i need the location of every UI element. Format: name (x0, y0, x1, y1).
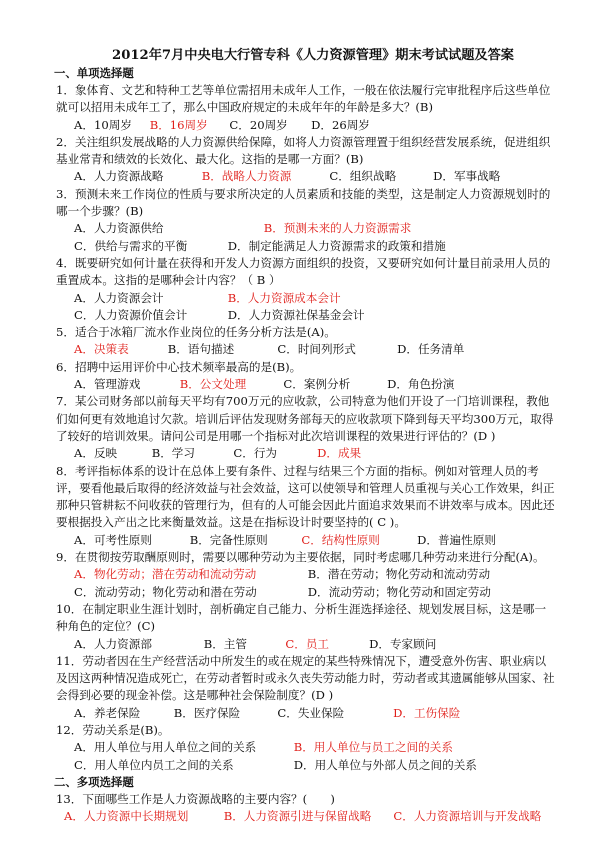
question-8 (56, 463, 556, 549)
option-row (56, 566, 556, 583)
question-text: 8．考评指标体系的设计在总体上要有条件、过程与结果三个方面的指标。例如对管理人员的考评，要看他最后取得的经济效益与社会效益，这可以使领导和管理人员重视与关心工作效果，纠正那种只管耕耘不问收获的管理行为，但有的人可能会因此片面追求效果而不讲效率与成本。因此还要根据投入产出之比来衡量效益。这是在指标设计时要坚持的( C )。 (56, 463, 555, 530)
question-1 (56, 82, 556, 134)
option-a: A．人力资源供给 (74, 221, 164, 236)
option-b: B．完备性原则 (189, 532, 268, 547)
option-row (56, 220, 556, 237)
option-d: D．工伤保险 (393, 705, 461, 720)
option-a: A．决策表 (74, 342, 129, 357)
option-b: B．语句描述 (167, 342, 235, 357)
option-b: B．潜在劳动；物化劳动和流动劳动 (307, 567, 491, 582)
option-c: C．人力资源培训与开发战略 (393, 809, 542, 824)
option-row (56, 307, 556, 324)
option-c: C．人力资源价值会计 (74, 307, 188, 322)
option-row (56, 636, 556, 653)
question-6 (56, 359, 556, 394)
option-b: B．主管 (203, 636, 247, 651)
option-row (56, 808, 556, 825)
option-c: C．失业保险 (277, 705, 345, 720)
option-d: D．军事战略 (433, 169, 501, 184)
question-text: 1．象体育、文艺和特种工艺等单位需招用未成年人工作，一般在依法履行完审批程序后这些单位就可以招用未成年工了，那么中国政府规定的未成年年的年龄是多大？(B) (56, 83, 551, 115)
option-d: D．角色扮演 (387, 377, 455, 392)
option-d: D．普遍性原则 (417, 532, 496, 547)
question-7 (56, 393, 556, 462)
option-row (56, 445, 556, 462)
option-c: C．20周岁 (229, 117, 288, 132)
option-a: A．物化劳动；潜在劳动和流动劳动 (74, 567, 257, 582)
option-c: C．供给与需求的平衡 (74, 238, 188, 253)
option-a: A．人力资源中长期规划 (64, 809, 189, 824)
question-9 (56, 549, 556, 601)
option-row (56, 532, 556, 549)
option-c: C．组织战略 (329, 169, 397, 184)
option-d: D．流动劳动；物化劳动和固定劳动 (307, 584, 491, 599)
option-a: A．养老保险 (74, 705, 141, 720)
option-c: C．员工 (285, 636, 330, 651)
section-heading-multiple-choice: 二、多项选择题 (54, 774, 134, 789)
option-a: A．可考性原则 (74, 532, 152, 547)
option-row (56, 290, 556, 307)
question-4 (56, 255, 556, 324)
option-b: B．战略人力资源 (201, 169, 292, 184)
question-text: 2．关注组织发展战略的人力资源供给保障，如将人力资源管理置于组织经营发展系统，促进组织基业常青和绩效的长效化、最大化。这指的是哪一方面？(B) (56, 134, 551, 167)
option-row (56, 341, 556, 358)
question-text: 7．某公司财务部以前每天平均有700万元的应收款，公司特意为他们开设了一门培训课程，教他们如何更有效地追讨欠款。培训后评估发现财务部每天的应收款项下降到每天平均300万元，取得了较好的培训效果。请问公司是用哪一个指标对此次培训课程的效果进行评估的？(D ) (56, 394, 554, 443)
question-5 (56, 324, 556, 359)
option-b: B．医疗保险 (173, 705, 241, 720)
option-c: C．行为 (233, 446, 278, 461)
option-d: D．26周岁 (311, 117, 370, 132)
question-text: 11．劳动者因在生产经营活动中所发生的或在规定的某些特殊情况下，遭受意外伤害、职业病以及因这两种情况造成死亡，在劳动者暂时或永久丧失劳动能力时，劳动者或其遗属能够从国家、社会得到必要的现金补偿。这是哪种社会保险制度？(D ) (56, 653, 555, 703)
question-text: 12．劳动关系是(B)。 (56, 722, 170, 737)
question-11 (56, 653, 556, 722)
option-row (56, 584, 556, 601)
question-text: 6．招聘中运用评价中心技术频率最高的是(B)。 (56, 359, 302, 374)
question-text: 5．适合于冰箱厂流水作业岗位的任务分析方法是(A)。 (56, 325, 336, 340)
option-a: A．管理游戏 (74, 377, 141, 392)
option-row (56, 757, 556, 774)
option-a: A．用人单位与用人单位之间的关系 (74, 740, 257, 755)
option-d: D．成果 (317, 446, 362, 461)
option-b: B．人力资源成本会计 (227, 290, 341, 305)
option-a: A．人力资源战略 (74, 169, 164, 184)
question-text: 9．在贯彻按劳取酬原则时，需要以哪种劳动为主要依据，同时考虑哪几种劳动来进行分配(A)。 (56, 550, 545, 565)
option-a: A．人力资源部 (74, 636, 152, 651)
option-c: C．案例分析 (283, 377, 351, 392)
option-a: A．人力资源会计 (74, 290, 164, 305)
option-b: B．预测未来的人力资源需求 (263, 221, 412, 236)
option-b: B．公文处理 (179, 377, 247, 392)
option-d: D．人力资源社保基金会计 (227, 307, 365, 322)
question-text: 10．在制定职业生涯计划时，剖析确定自己能力、分析生涯选择途径、规划发展目标，这是哪一种角色的定位？(C) (56, 601, 547, 634)
question-10 (56, 601, 556, 653)
question-text: 3．预测未来工作岗位的性质与要求所决定的人员素质和技能的类型，这是制定人力资源规划时的哪一个步骤？(B) (56, 186, 551, 219)
option-d: D．专家顾问 (369, 636, 437, 651)
option-row (56, 376, 556, 393)
option-a: A．反映 (74, 446, 118, 461)
question-12 (56, 722, 556, 774)
option-row (56, 117, 556, 134)
option-b: B．16周岁 (149, 117, 208, 132)
option-row (56, 238, 556, 255)
question-2 (56, 134, 556, 186)
option-b: B．用人单位与员工之间的关系 (293, 740, 453, 755)
question-3 (56, 186, 556, 255)
section-heading-single-choice: 一、单项选择题 (54, 66, 134, 80)
option-row (56, 739, 556, 756)
question-text: 13．下面哪些工作是人力资源战略的主要内容？( ) (56, 791, 335, 806)
option-b: B．人力资源引进与保留战略 (223, 809, 372, 824)
option-c: C．时间列形式 (277, 342, 356, 357)
option-row (56, 705, 556, 722)
option-a: A．10周岁 (74, 117, 132, 132)
document-title: 2012年7月中央电大行管专科《人力资源管理》期末考试试题及答案 (112, 48, 514, 63)
option-row (56, 168, 556, 185)
option-c: C．流动劳动；物化劳动和潜在劳动 (74, 584, 257, 599)
option-c: C．用人单位内员工之间的关系 (74, 757, 234, 772)
option-d: D．任务清单 (397, 342, 465, 357)
question-text: 4．既要研究如何计量在获得和开发人力资源方面组织的投资，又要研究如何计量目前录用人员的重置成本。这指的是哪种会计内容？（ B ） (56, 255, 551, 288)
option-d: D．制定能满足人力资源需求的政策和措施 (227, 238, 446, 253)
option-d: D．用人单位与外部人员之间的关系 (293, 757, 477, 772)
option-c: C．结构性原则 (301, 532, 380, 547)
option-b: B．学习 (151, 446, 195, 461)
question-13 (56, 791, 556, 826)
